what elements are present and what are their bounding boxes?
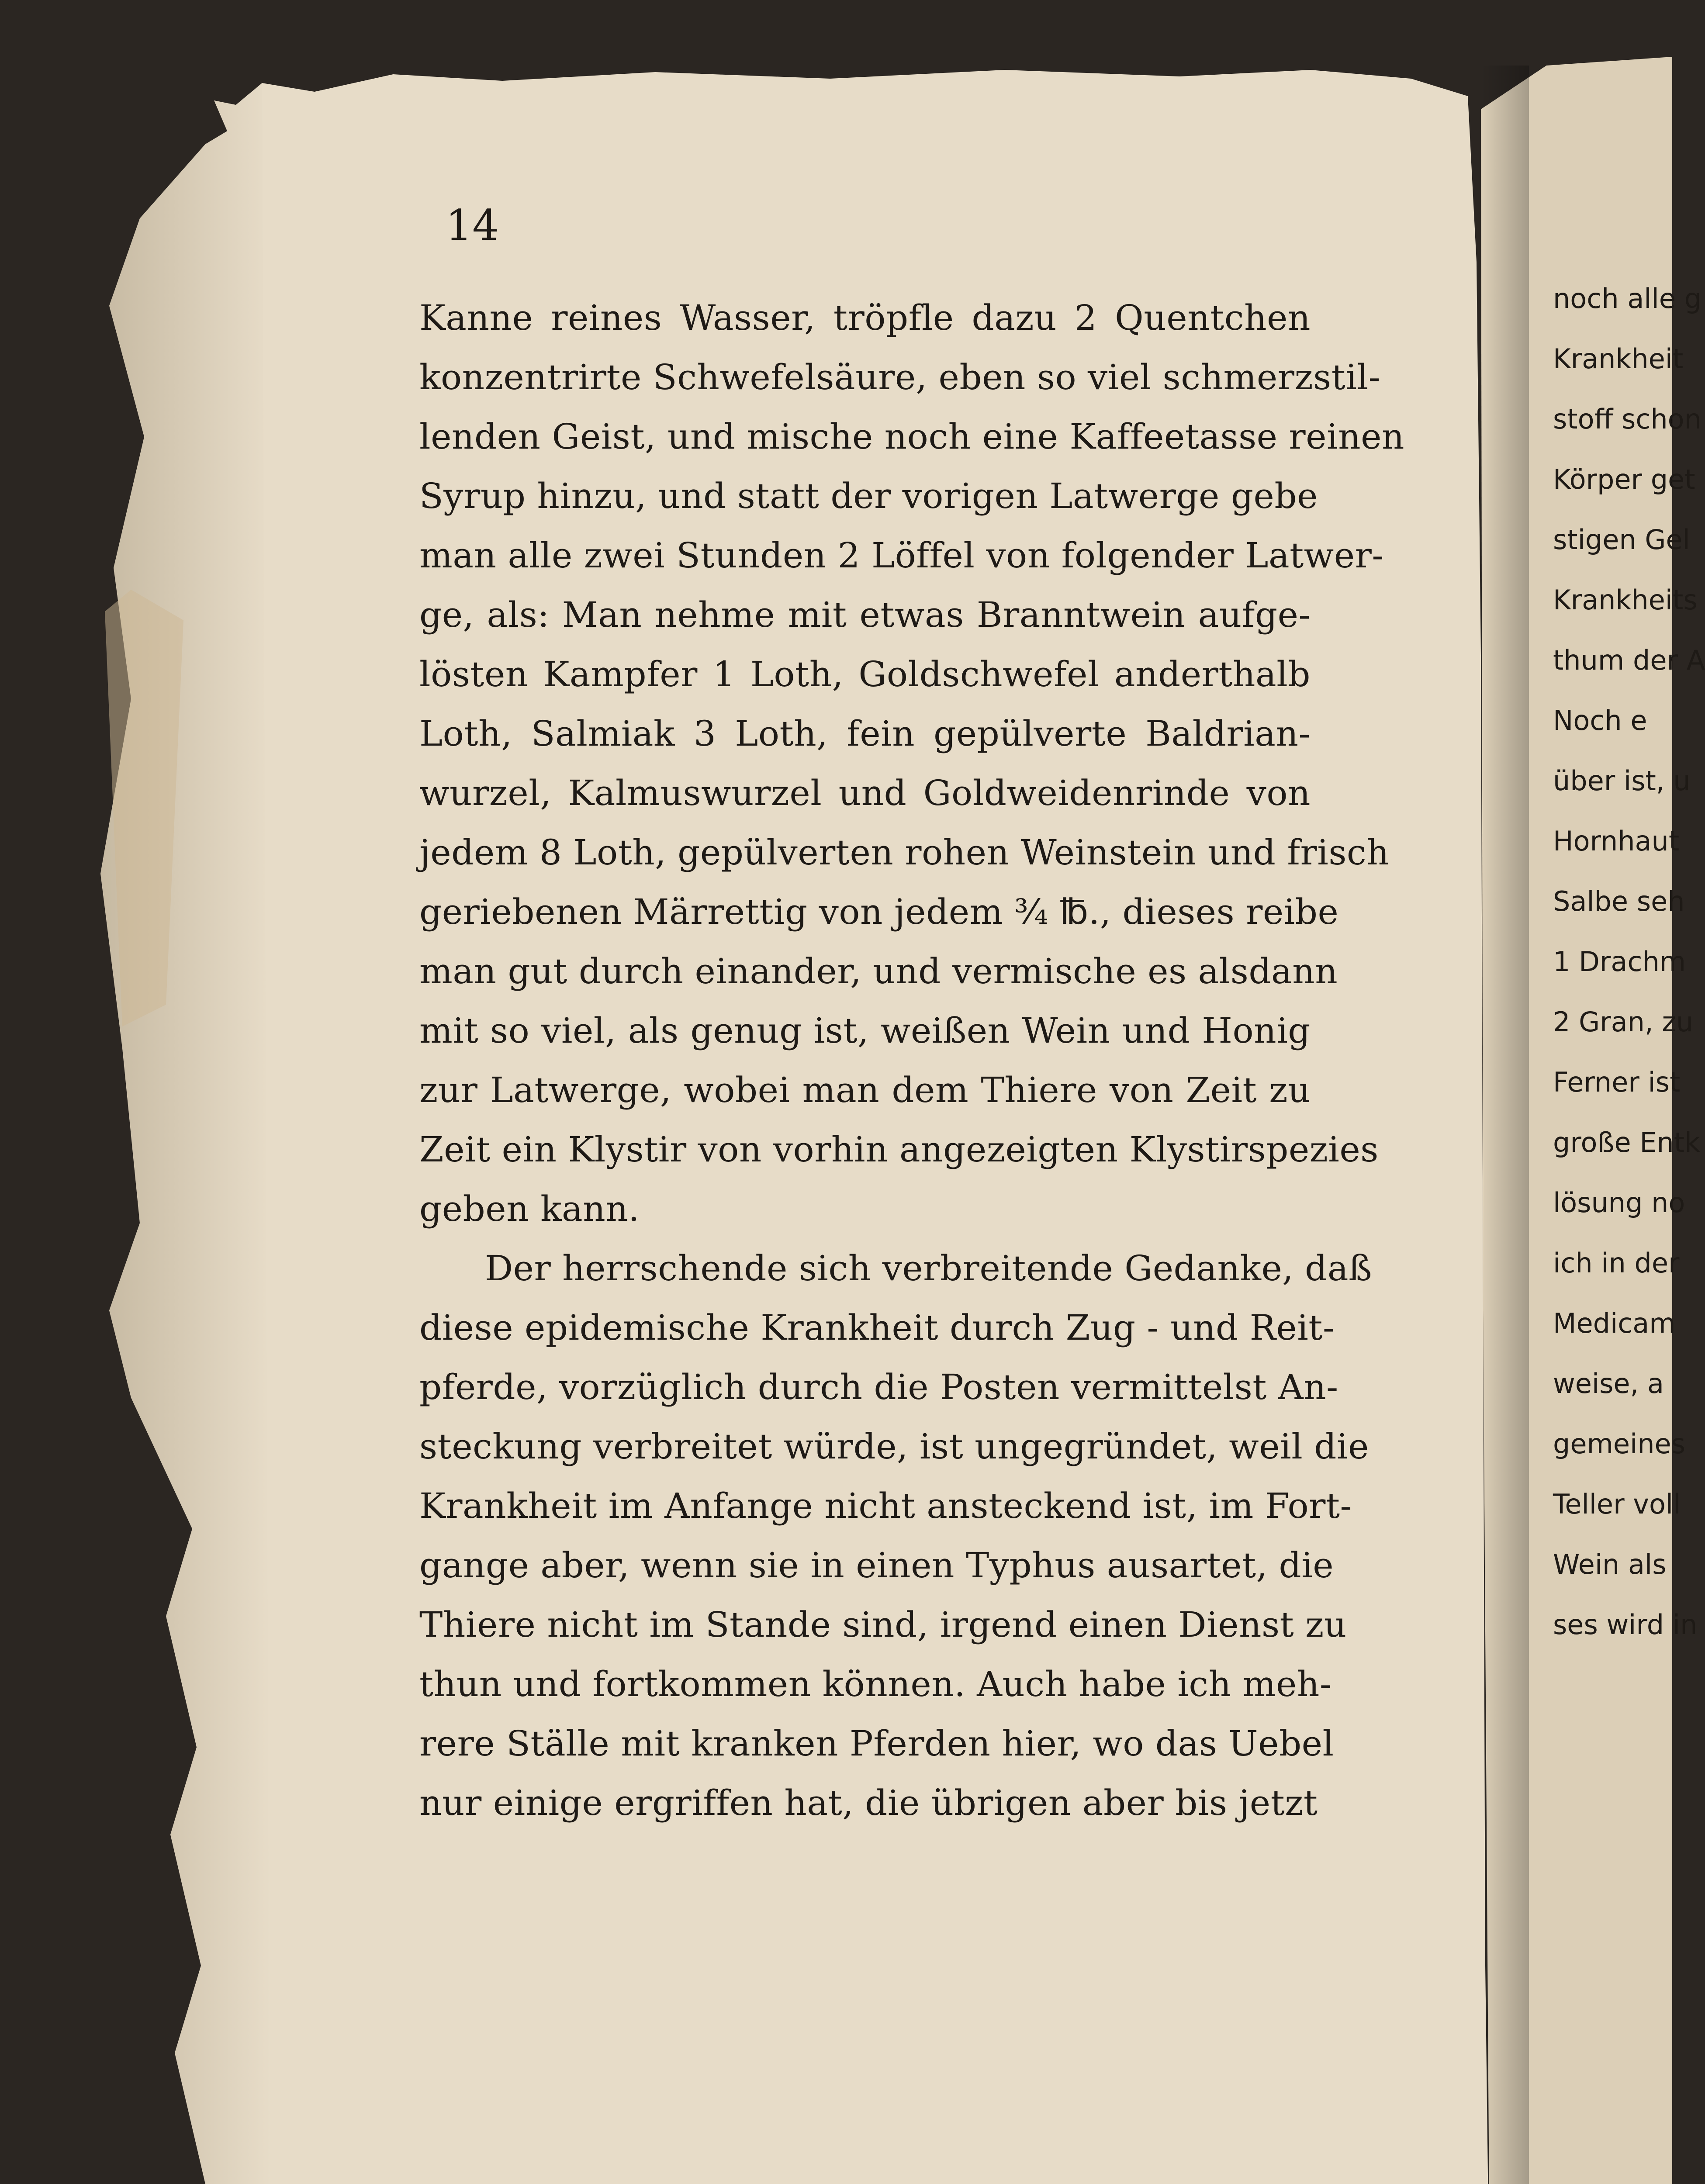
facing-text-line: Teller voll: [1553, 1488, 1681, 1520]
text-line: Kanne reines Wasser, tröpfle dazu 2 Quentchen: [419, 297, 1311, 338]
gutter-shadow: [1481, 66, 1529, 2184]
text-line: Syrup hinzu, und statt der vorigen Latwerge gebe: [419, 476, 1318, 516]
text-line: geriebenen Märrettig von jedem ¾ ℔., dieses reibe: [419, 892, 1339, 932]
text-line: steckung verbreitet würde, ist ungegründet, weil die: [419, 1426, 1369, 1467]
text-line: gange aber, wenn sie in einen Typhus ausartet, die: [419, 1545, 1334, 1586]
text-line: Zeit ein Klystir von vorhin angezeigten Klystirspezies: [419, 1129, 1379, 1170]
text-line: Krankheit im Anfange nicht ansteckend ist, im Fort-: [419, 1486, 1352, 1526]
text-line: ge, als: Man nehme mit etwas Branntwein aufge-: [419, 594, 1311, 635]
facing-text-line: ich in der: [1553, 1247, 1680, 1279]
text-line: man gut durch einander, und vermische es alsdann: [419, 951, 1338, 992]
facing-text-line: gemeines: [1553, 1428, 1686, 1460]
facing-text-line: Medicam: [1553, 1307, 1676, 1339]
page-body-text: [419, 288, 1404, 1833]
text-line: nur einige ergriffen hat, die übrigen aber bis jetzt: [419, 1783, 1318, 1823]
facing-text-line: große Entk: [1553, 1127, 1701, 1158]
text-line: wurzel, Kalmuswurzel und Goldweidenrinde von: [419, 773, 1311, 813]
facing-text-line: Hornhaut: [1553, 825, 1680, 857]
facing-text-line: Noch e: [1553, 705, 1647, 736]
text-line: diese epidemische Krankheit durch Zug - und Reit-: [419, 1307, 1335, 1348]
facing-text-line: über ist, u: [1553, 765, 1691, 797]
text-line: zur Latwerge, wobei man dem Thiere von Zeit zu: [419, 1070, 1311, 1110]
facing-page-text: [1553, 269, 1705, 1655]
facing-text-line: Krankheit: [1553, 343, 1684, 375]
text-line: lenden Geist, und mische noch eine Kaffeetasse reinen: [419, 416, 1404, 457]
facing-text-line: Körper get: [1553, 463, 1695, 495]
text-line: Loth, Salmiak 3 Loth, fein gepülverte Baldrian-: [419, 713, 1311, 754]
facing-text-line: Krankheits: [1553, 584, 1698, 616]
facing-text-line: Wein als: [1553, 1548, 1667, 1580]
text-line: geben kann.: [419, 1189, 640, 1229]
text-line: Thiere nicht im Stande sind, irgend einen Dienst zu: [419, 1604, 1347, 1645]
facing-text-line: stigen Gel: [1553, 524, 1690, 556]
text-line: konzentrirte Schwefelsäure, eben so viel schmerzstil-: [419, 357, 1381, 397]
text-line: lösten Kampfer 1 Loth, Goldschwefel anderthalb: [419, 654, 1311, 695]
facing-text-line: thum der A: [1553, 644, 1705, 676]
facing-text-line: Ferner ist: [1553, 1066, 1681, 1098]
facing-text-line: Salbe seh: [1553, 885, 1685, 917]
text-line: rere Ställe mit kranken Pferden hier, wo das Uebel: [419, 1723, 1334, 1764]
facing-text-line: 1 Drachm: [1553, 946, 1686, 978]
text-line: Der herrschende sich verbreitende Gedanke, daß: [485, 1248, 1373, 1289]
text-line: pferde, vorzüglich durch die Posten vermittelst An-: [419, 1367, 1338, 1407]
text-line: thun und fortkommen können. Auch habe ich meh-: [419, 1664, 1332, 1704]
facing-text-line: noch alle g: [1553, 283, 1702, 314]
text-line: jedem 8 Loth, gepülverten rohen Weinstein und frisch: [419, 832, 1390, 873]
facing-text-line: lösung no: [1553, 1187, 1685, 1219]
facing-text-line: weise, a: [1553, 1368, 1664, 1400]
facing-text-line: ses wird in: [1553, 1609, 1698, 1641]
text-line: mit so viel, als genug ist, weißen Wein und Honig: [419, 1010, 1311, 1051]
text-line: man alle zwei Stunden 2 Löffel von folgender Latwer-: [419, 535, 1384, 576]
page-number: 14: [446, 201, 499, 250]
facing-text-line: 2 Gran, zu: [1553, 1006, 1694, 1038]
facing-text-line: stoff schon: [1553, 403, 1702, 435]
